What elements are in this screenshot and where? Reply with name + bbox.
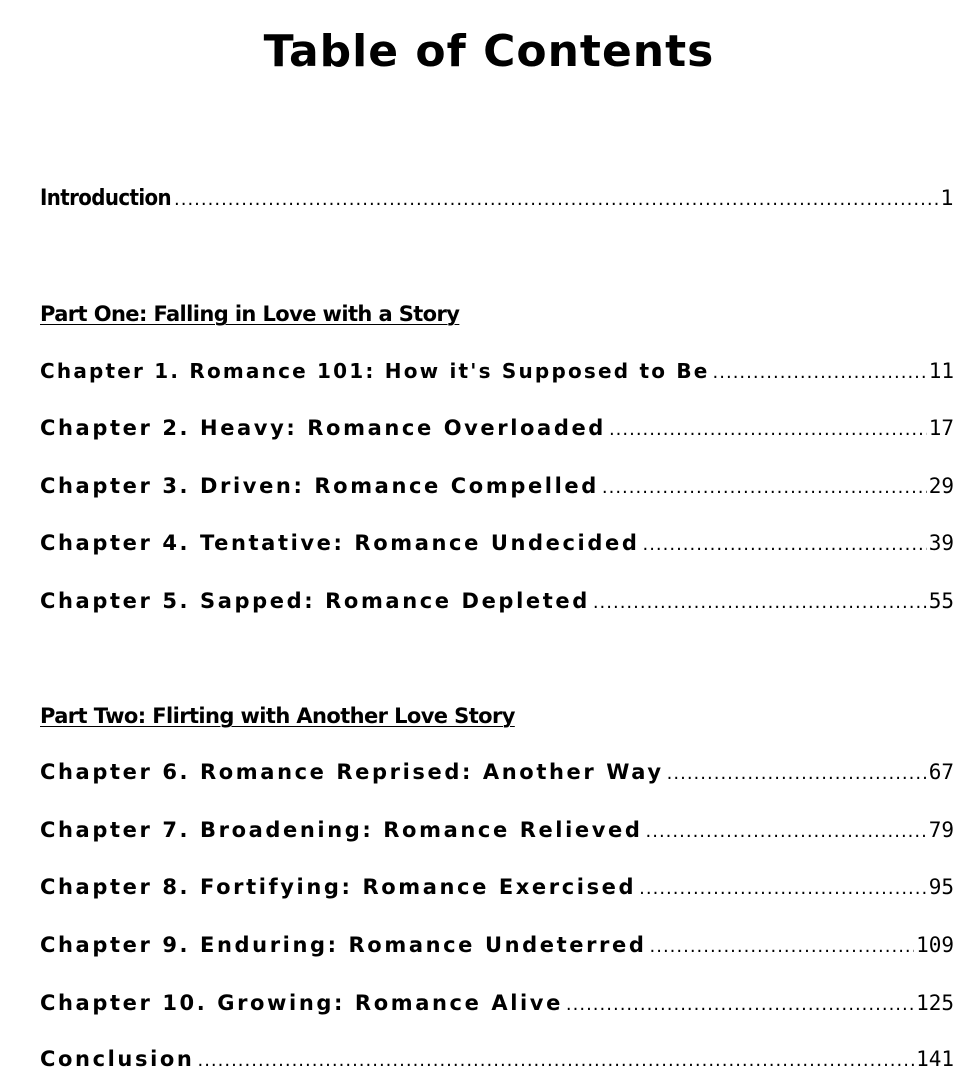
dot-leader xyxy=(602,477,927,498)
toc-entry-label: Chapter 5. Sapped: Romance Depleted xyxy=(40,589,590,613)
toc-page-number: 79 xyxy=(928,818,954,842)
toc-entry-chapter-3[interactable] xyxy=(40,474,954,498)
toc-entry-chapter-8[interactable] xyxy=(40,875,954,899)
toc-entry-chapter-9[interactable] xyxy=(40,933,954,957)
toc-entry-label: Chapter 1. Romance 101: How it's Supposed to Be xyxy=(40,359,710,383)
dot-leader xyxy=(667,763,927,784)
toc-page-number: 109 xyxy=(916,933,954,957)
dot-leader xyxy=(650,936,915,957)
dot-leader xyxy=(639,878,927,899)
toc-entry-chapter-10[interactable] xyxy=(40,991,954,1015)
dot-leader xyxy=(609,419,927,440)
toc-entry-chapter-7[interactable] xyxy=(40,818,954,842)
toc-entry-label: Chapter 9. Enduring: Romance Undeterred xyxy=(40,933,647,957)
toc-entry-conclusion[interactable] xyxy=(40,1047,954,1071)
toc-entry-chapter-1[interactable] xyxy=(40,359,954,383)
toc-entry-label: Chapter 7. Broadening: Romance Relieved xyxy=(40,818,643,842)
toc-page-number: 39 xyxy=(928,531,954,555)
part-two-heading: Part Two: Flirting with Another Love Story xyxy=(40,704,515,728)
toc-entry-label: Chapter 4. Tentative: Romance Undecided xyxy=(40,531,640,555)
dot-leader xyxy=(566,994,914,1015)
toc-page-number: 29 xyxy=(928,474,954,498)
toc-page-number: 1 xyxy=(940,186,954,210)
toc-entry-label: Conclusion xyxy=(40,1047,195,1071)
toc-entry-label: Chapter 10. Growing: Romance Alive xyxy=(40,991,563,1015)
page-title: Table of Contents xyxy=(263,26,715,77)
dot-leader xyxy=(197,1050,914,1071)
toc-entry-introduction[interactable] xyxy=(40,186,954,211)
toc-entry-label: Chapter 6. Romance Reprised: Another Way xyxy=(40,760,664,784)
toc-entry-chapter-2[interactable] xyxy=(40,416,954,440)
toc-page-number: 55 xyxy=(928,589,954,613)
toc-entry-chapter-4[interactable] xyxy=(40,531,954,555)
toc-entry-chapter-5[interactable] xyxy=(40,589,954,613)
toc-entry-label: Chapter 3. Driven: Romance Compelled xyxy=(40,474,599,498)
toc-page-number: 141 xyxy=(916,1047,954,1071)
toc-entry-label: Chapter 8. Fortifying: Romance Exercised xyxy=(40,875,637,899)
dot-leader xyxy=(646,821,927,842)
toc-page-number: 67 xyxy=(928,760,954,784)
dot-leader xyxy=(174,189,939,210)
dot-leader xyxy=(713,362,927,383)
part-one-heading: Part One: Falling in Love with a Story xyxy=(40,302,460,326)
toc-page-number: 17 xyxy=(928,416,954,440)
toc-entry-label: Chapter 2. Heavy: Romance Overloaded xyxy=(40,416,606,440)
toc-entry-label: Introduction xyxy=(40,186,172,211)
toc-page-number: 125 xyxy=(916,991,954,1015)
toc-page-number: 11 xyxy=(928,359,954,383)
toc-entry-chapter-6[interactable] xyxy=(40,760,954,784)
dot-leader xyxy=(642,534,926,555)
dot-leader xyxy=(593,592,927,613)
toc-page-number: 95 xyxy=(928,875,954,899)
